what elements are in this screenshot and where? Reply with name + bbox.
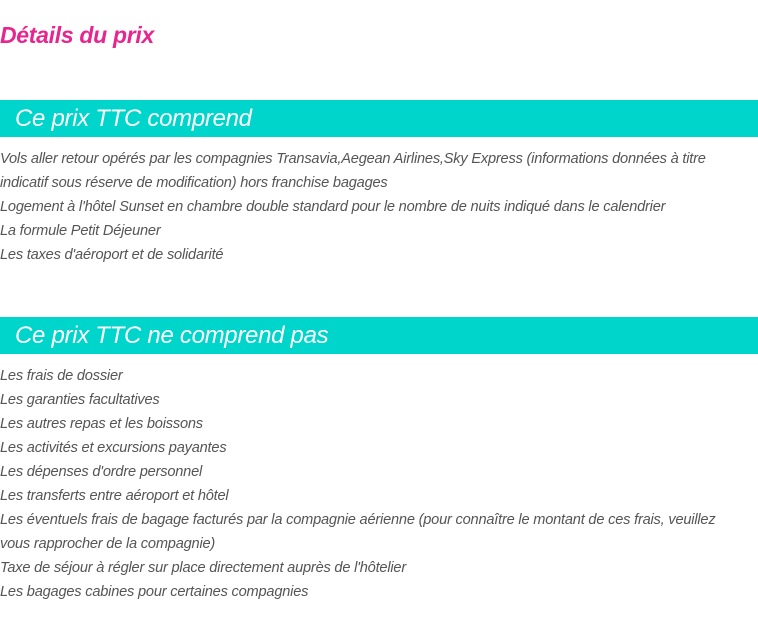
list-item: Les taxes d'aéroport et de solidarité [0,247,224,263]
page-title: Détails du prix [0,22,154,48]
list-item: Les activités et excursions payantes [0,440,227,456]
excluded-section [0,317,758,604]
list-item: Les garanties facultatives [0,392,160,408]
list-item: Vols aller retour opérés par les compagnies Transavia,Aegean Airlines,Sky Express (informations données à titre indicatif sous réserve de modification) hors franchise bagages [0,151,706,191]
list-item: Les éventuels frais de bagage facturés par la compagnie aérienne (pour connaître le montant de ces frais, veuillez vous rapprocher de la compagnie) [0,512,716,552]
list-item: Les frais de dossier [0,368,123,384]
included-heading: Ce prix TTC comprend [0,100,758,137]
list-item: Les autres repas et les boissons [0,416,203,432]
list-item: Les bagages cabines pour certaines compagnies [0,584,309,600]
excluded-heading: Ce prix TTC ne comprend pas [0,317,758,354]
list-item: Les transferts entre aéroport et hôtel [0,488,229,504]
list-item: La formule Petit Déjeuner [0,223,161,239]
list-item: Logement à l'hôtel Sunset en chambre double standard pour le nombre de nuits indiqué dans le calendrier [0,199,666,215]
list-item: Taxe de séjour à régler sur place directement auprès de l'hôtelier [0,560,407,576]
excluded-list [0,364,758,604]
included-list [0,147,758,267]
included-section [0,100,758,267]
list-item: Les dépenses d'ordre personnel [0,464,203,480]
